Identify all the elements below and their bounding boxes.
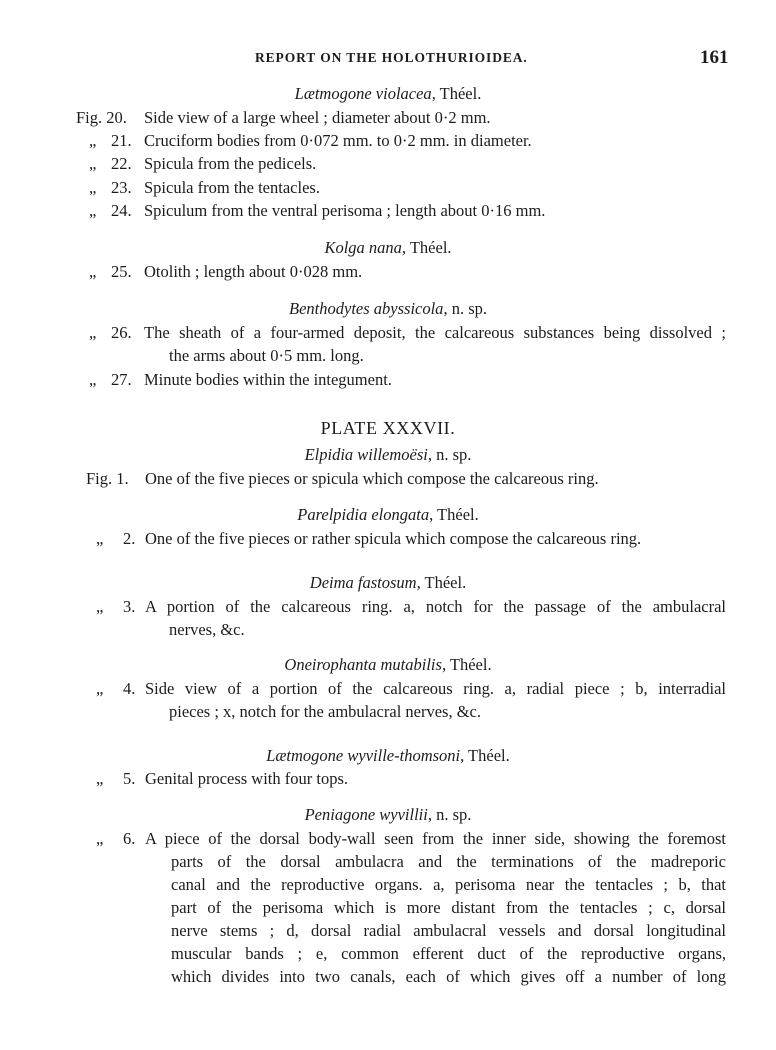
figure-entry (0, 108, 776, 132)
ditto-mark: „ (89, 154, 97, 173)
figure-number: 24. (111, 201, 132, 220)
species-author: , Théel. (431, 84, 482, 103)
figure-entry-continuation (0, 898, 776, 922)
figure-entry (0, 323, 776, 347)
figure-entry-continuation (0, 346, 776, 370)
figure-number: 23. (111, 178, 132, 197)
figure-caption-continued: parts of the dorsal ambulacra and the terminations of the madreporic (171, 852, 726, 871)
figure-entry (0, 597, 776, 621)
figure-label: Fig. 20. (76, 108, 127, 127)
ditto-mark: „ (89, 178, 97, 197)
ditto-mark: „ (96, 829, 104, 848)
figure-caption: Genital process with four tops. (145, 769, 349, 788)
figure-caption: Side view of a large wheel ; diameter about 0·2 mm. (144, 108, 491, 127)
species-name: Oneirophanta mutabilis (284, 655, 442, 674)
species-author: , Théel. (401, 238, 452, 257)
species-heading (0, 84, 776, 108)
plate-title: PLATE XXXVII. (320, 418, 456, 438)
figure-caption: One of the five pieces or rather spicula which compose the calcareous ring. (145, 529, 642, 548)
figure-caption-continued: canal and the reproductive organs. a, perisoma near the tentacles ; b, that (171, 875, 726, 894)
running-head (0, 47, 776, 69)
ditto-mark: „ (89, 201, 97, 220)
species-heading (0, 299, 776, 323)
species-name: Peniagone wyvillii (304, 805, 428, 824)
figure-entry-continuation (0, 702, 776, 726)
figure-caption: Otolith ; length about 0·028 mm. (144, 262, 363, 281)
figure-number: 22. (111, 154, 132, 173)
figure-entry (0, 469, 776, 493)
figure-caption-continued: the arms about 0·5 mm. long. (169, 346, 364, 365)
figure-entry (0, 154, 776, 178)
figure-entry (0, 829, 776, 853)
ditto-mark: „ (89, 262, 97, 281)
figure-number: 5. (123, 769, 136, 788)
ditto-mark: „ (96, 529, 104, 548)
figure-caption: Spicula from the tentacles. (144, 178, 320, 197)
figure-entry (0, 262, 776, 286)
species-author: , Théel. (441, 655, 492, 674)
figure-caption-continued: nerves, &c. (169, 620, 245, 639)
figure-entry-continuation (0, 944, 776, 968)
species-name: Parelpidia elongata (297, 505, 430, 524)
figure-caption: One of the five pieces or spicula which compose the calcareous ring. (145, 469, 599, 488)
figure-caption: Side view of a portion of the calcareous ring. a, radial piece ; b, interradial (145, 679, 726, 698)
figure-entry (0, 370, 776, 394)
figure-caption-continued: which divides into two canals, each of which gives off a number of long (171, 967, 726, 986)
species-heading (0, 655, 776, 679)
figure-entry-continuation (0, 967, 776, 991)
figure-caption: A piece of the dorsal body-wall seen from the inner side, showing the foremost (145, 829, 726, 848)
species-name: Kolga nana (324, 238, 402, 257)
figure-caption: Cruciform bodies from 0·072 mm. to 0·2 mm. in diameter. (144, 131, 532, 150)
page-number: 161 (700, 47, 729, 68)
figure-caption-continued: nerve stems ; d, dorsal radial ambulacral vessels and dorsal longitudinal (171, 921, 726, 940)
ditto-mark: „ (89, 131, 97, 150)
ditto-mark: „ (89, 370, 97, 389)
species-author: , Théel. (460, 746, 510, 765)
figure-entry-continuation (0, 921, 776, 945)
species-heading (0, 505, 776, 529)
figure-entry (0, 679, 776, 703)
species-name: Lætmogone violacea (294, 84, 432, 103)
figure-caption: The sheath of a four-armed deposit, the calcareous substances being dissolved ; (144, 323, 726, 342)
figure-entry (0, 131, 776, 155)
running-title: REPORT ON THE HOLOTHURIOIDEA. (255, 50, 528, 65)
figure-entry (0, 769, 776, 793)
figure-number: 21. (111, 131, 132, 150)
species-heading (0, 238, 776, 262)
species-author: , n. sp. (427, 445, 472, 464)
figure-caption: Spiculum from the ventral perisoma ; length about 0·16 mm. (144, 201, 546, 220)
figure-caption: Spicula from the pedicels. (144, 154, 317, 173)
species-heading (0, 573, 776, 597)
figure-caption: Minute bodies within the integument. (144, 370, 392, 389)
figure-entry (0, 529, 776, 553)
ditto-mark: „ (96, 679, 104, 698)
figure-caption-continued: part of the perisoma which is more distant from the tentacles ; c, dorsal (171, 898, 726, 917)
figure-entry-continuation (0, 875, 776, 899)
species-name: Deima fastosum (309, 573, 417, 592)
figure-entry (0, 178, 776, 202)
species-author: , Théel. (416, 573, 467, 592)
figure-number: 3. (123, 597, 136, 616)
figure-number: 26. (111, 323, 132, 342)
species-heading (0, 746, 776, 770)
species-author: , n. sp. (443, 299, 487, 318)
figure-entry-continuation (0, 620, 776, 644)
ditto-mark: „ (89, 323, 97, 342)
figure-number: 4. (123, 679, 136, 698)
figure-entry (0, 201, 776, 225)
species-heading (0, 445, 776, 469)
figure-number: 6. (123, 829, 136, 848)
species-name: Lætmogone wyville-thomsoni (266, 746, 461, 765)
species-name: Elpidia willemoësi (304, 445, 428, 464)
species-author: , n. sp. (427, 805, 472, 824)
figure-number: 25. (111, 262, 132, 281)
ditto-mark: „ (96, 597, 104, 616)
figure-entry-continuation (0, 852, 776, 876)
figure-label: Fig. 1. (86, 469, 129, 488)
species-author: , Théel. (429, 505, 479, 524)
species-heading (0, 805, 776, 829)
species-name: Benthodytes abyssicola (289, 299, 444, 318)
figure-caption: A portion of the calcareous ring. a, notch for the passage of the ambulacral (145, 597, 726, 616)
ditto-mark: „ (96, 769, 104, 788)
figure-caption-continued: muscular bands ; e, common efferent duct of the reproductive organs, (171, 944, 726, 963)
figure-number: 27. (111, 370, 132, 389)
figure-caption-continued: pieces ; x, notch for the ambulacral nerves, &c. (169, 702, 482, 721)
figure-number: 2. (123, 529, 136, 548)
